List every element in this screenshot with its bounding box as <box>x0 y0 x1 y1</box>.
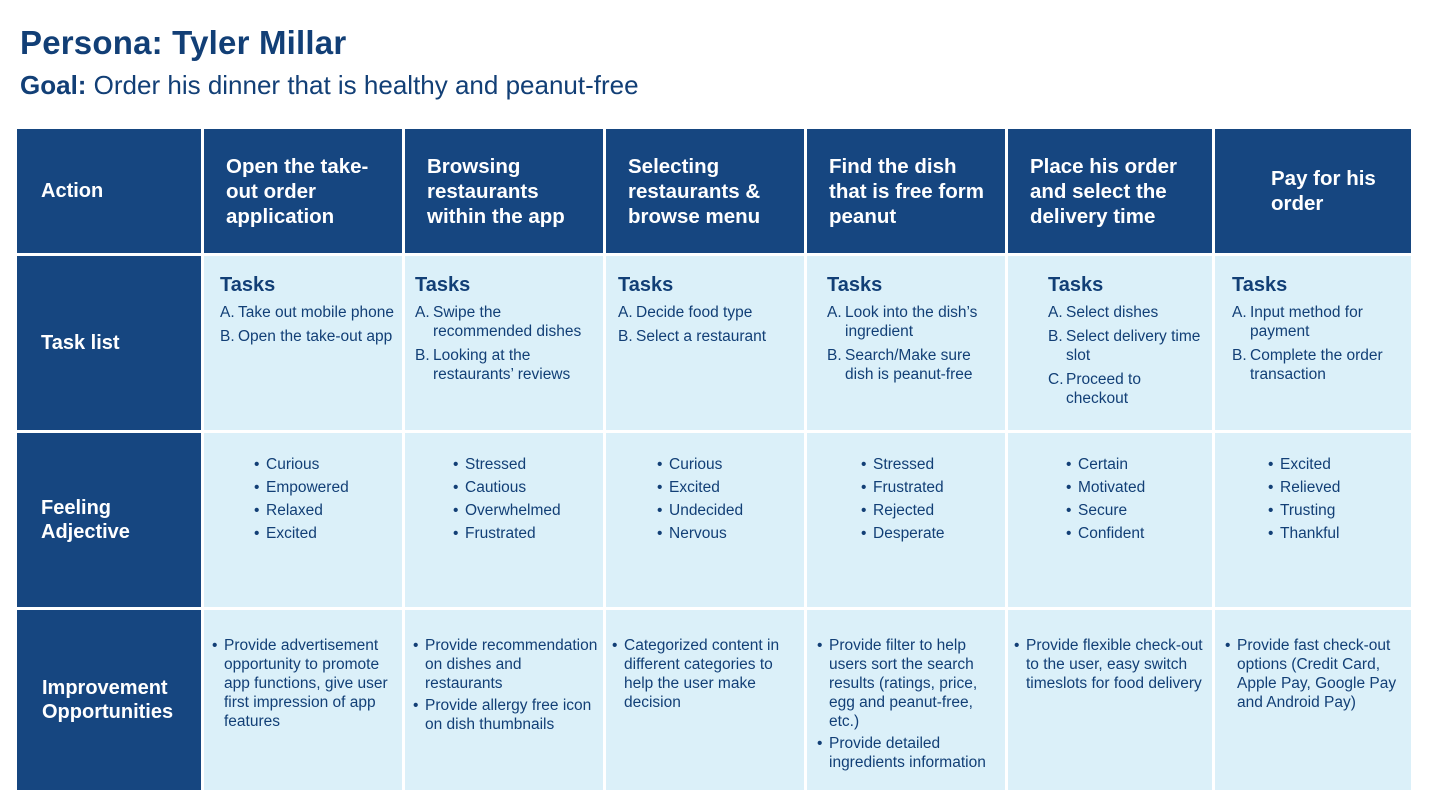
improvement-item: • Provide fast check-out options (Credit Card, Apple Pay, Google Pay and Android Pay) <box>1225 636 1407 712</box>
feeling-item: • Rejected <box>861 499 1005 522</box>
task-letter: A. <box>220 304 235 321</box>
task-letter: B. <box>618 328 633 345</box>
improvement-list <box>817 636 1001 772</box>
task-letter: B. <box>220 328 235 345</box>
task-letter: C. <box>1048 371 1064 388</box>
stage-5-tasks <box>1008 256 1212 430</box>
improvement-item: • Provide filter to help users sort the search results (ratings, price, egg and peanut-free, etc.) <box>817 636 1001 731</box>
stage-3-action: Selecting restaurants & browse menu <box>606 129 804 253</box>
task-item <box>618 303 798 322</box>
stage-5-action: Place his order and select the delivery time <box>1008 129 1212 253</box>
feeling-list <box>657 453 804 545</box>
stage-1-tasks <box>204 256 402 430</box>
stage-6-action-text: Pay for his order <box>1271 167 1376 215</box>
stage-6-improvements <box>1215 610 1411 790</box>
feeling-item: • Stressed <box>861 453 1005 476</box>
feeling-list <box>453 453 603 545</box>
feeling-item: • Undecided <box>657 499 804 522</box>
feeling-item: • Curious <box>657 453 804 476</box>
stage-5-improvements <box>1008 610 1212 790</box>
task-item <box>415 346 597 384</box>
persona-title: Persona: Tyler Millar <box>20 24 347 61</box>
feeling-item: • Frustrated <box>861 476 1005 499</box>
feeling-list <box>1268 453 1411 545</box>
improvement-list <box>612 636 800 712</box>
task-item <box>220 327 396 346</box>
feeling-list <box>861 453 1005 545</box>
stage-2-action: Browsing restaurants within the app <box>405 129 603 253</box>
task-item <box>618 327 798 346</box>
task-text: Look into the dish’s ingredient <box>845 304 978 340</box>
stage-3-tasks <box>606 256 804 430</box>
feeling-list <box>254 453 402 545</box>
feeling-item: • Excited <box>657 476 804 499</box>
feeling-item: • Excited <box>254 522 402 545</box>
goal-label: Goal: <box>20 70 87 100</box>
task-item <box>827 346 999 384</box>
feeling-item: • Relaxed <box>254 499 402 522</box>
stage-6-feelings <box>1215 433 1411 607</box>
improvement-list <box>1014 636 1208 693</box>
feeling-item: • Secure <box>1066 499 1212 522</box>
stage-5-feelings <box>1008 433 1212 607</box>
task-item <box>1048 303 1206 322</box>
feeling-item: • Desperate <box>861 522 1005 545</box>
feeling-item: • Excited <box>1268 453 1411 476</box>
stage-2-tasks <box>405 256 603 430</box>
stage-4-improvements <box>807 610 1005 790</box>
row-header-feeling <box>17 433 201 607</box>
task-item <box>1232 346 1405 384</box>
task-text: Search/Make sure dish is peanut-free <box>845 347 973 383</box>
feeling-item: • Overwhelmed <box>453 499 603 522</box>
goal-text: Order his dinner that is healthy and peanut-free <box>86 70 639 100</box>
stage-4-tasks <box>807 256 1005 430</box>
improvement-item: • Categorized content in different categories to help the user make decision <box>612 636 800 712</box>
feeling-list <box>1066 453 1212 545</box>
improvement-item: • Provide allergy free icon on dish thumbnails <box>413 696 599 734</box>
feeling-item: • Trusting <box>1268 499 1411 522</box>
feeling-item: • Thankful <box>1268 522 1411 545</box>
task-letter: B. <box>1232 347 1247 364</box>
task-item <box>1048 370 1206 408</box>
task-text: Open the take-out app <box>238 328 393 345</box>
task-text: Input method for payment <box>1250 304 1363 340</box>
stage-6-tasks <box>1215 256 1411 430</box>
stage-2-feelings <box>405 433 603 607</box>
stage-6-action <box>1215 129 1411 253</box>
improvement-item: • Provide advertisement opportunity to promote app functions, give user first impression of app features <box>212 636 398 731</box>
task-text: Swipe the recommended dishes <box>433 304 582 340</box>
row-header-improvement <box>17 610 201 790</box>
feeling-item: • Cautious <box>453 476 603 499</box>
improvement-item: • Provide recommendation on dishes and restaurants <box>413 636 599 693</box>
row-header-improvement-text: Improvement Opportunities <box>42 677 174 723</box>
feeling-item: • Curious <box>254 453 402 476</box>
task-letter: B. <box>827 347 842 364</box>
row-header-action: Action <box>17 129 201 253</box>
tasks-heading: Tasks <box>1048 274 1104 296</box>
task-letter: A. <box>827 304 842 321</box>
task-text: Select a restaurant <box>636 328 767 345</box>
task-item <box>415 303 597 341</box>
task-letter: B. <box>1048 328 1063 345</box>
journey-map-grid <box>17 129 1411 790</box>
stage-1-feelings <box>204 433 402 607</box>
task-letter: A. <box>1232 304 1247 321</box>
task-letter: A. <box>618 304 633 321</box>
task-text: Take out mobile phone <box>238 304 394 321</box>
feeling-item: • Motivated <box>1066 476 1212 499</box>
task-item <box>220 303 396 322</box>
feeling-item: • Relieved <box>1268 476 1411 499</box>
task-text: Select delivery time slot <box>1066 328 1201 364</box>
task-text: Looking at the restaurants’ reviews <box>433 347 571 383</box>
stage-1-improvements <box>204 610 402 790</box>
task-text: Select dishes <box>1066 304 1159 321</box>
task-letter: A. <box>415 304 430 321</box>
stage-4-feelings <box>807 433 1005 607</box>
feeling-item: • Empowered <box>254 476 402 499</box>
tasks-heading: Tasks <box>618 274 674 296</box>
task-item <box>1048 327 1206 365</box>
feeling-item: • Nervous <box>657 522 804 545</box>
row-header-task-list: Task list <box>17 256 201 430</box>
goal-line <box>20 70 639 101</box>
stage-3-feelings <box>606 433 804 607</box>
improvement-list <box>413 636 599 734</box>
row-header-feeling-text: Feeling Adjective <box>41 497 130 543</box>
feeling-item: • Confident <box>1066 522 1212 545</box>
improvement-item: • Provide detailed ingredients information <box>817 734 1001 772</box>
tasks-heading: Tasks <box>415 274 471 296</box>
improvement-list <box>212 636 398 731</box>
task-item <box>827 303 999 341</box>
task-letter: A. <box>1048 304 1063 321</box>
feeling-item: • Frustrated <box>453 522 603 545</box>
task-text: Decide food type <box>636 304 753 321</box>
task-text: Complete the order transaction <box>1250 347 1383 383</box>
feeling-item: • Stressed <box>453 453 603 476</box>
tasks-heading: Tasks <box>220 274 276 296</box>
improvement-item: • Provide flexible check-out to the user, easy switch timeslots for food delivery <box>1014 636 1208 693</box>
tasks-heading: Tasks <box>827 274 883 296</box>
stage-3-improvements <box>606 610 804 790</box>
stage-2-improvements <box>405 610 603 790</box>
feeling-item: • Certain <box>1066 453 1212 476</box>
stage-1-action: Open the take-out order application <box>204 129 402 253</box>
improvement-list <box>1225 636 1407 712</box>
task-item <box>1232 303 1405 341</box>
tasks-heading: Tasks <box>1232 274 1288 296</box>
task-text: Proceed to checkout <box>1066 371 1141 407</box>
stage-4-action: Find the dish that is free form peanut <box>807 129 1005 253</box>
task-letter: B. <box>415 347 430 364</box>
